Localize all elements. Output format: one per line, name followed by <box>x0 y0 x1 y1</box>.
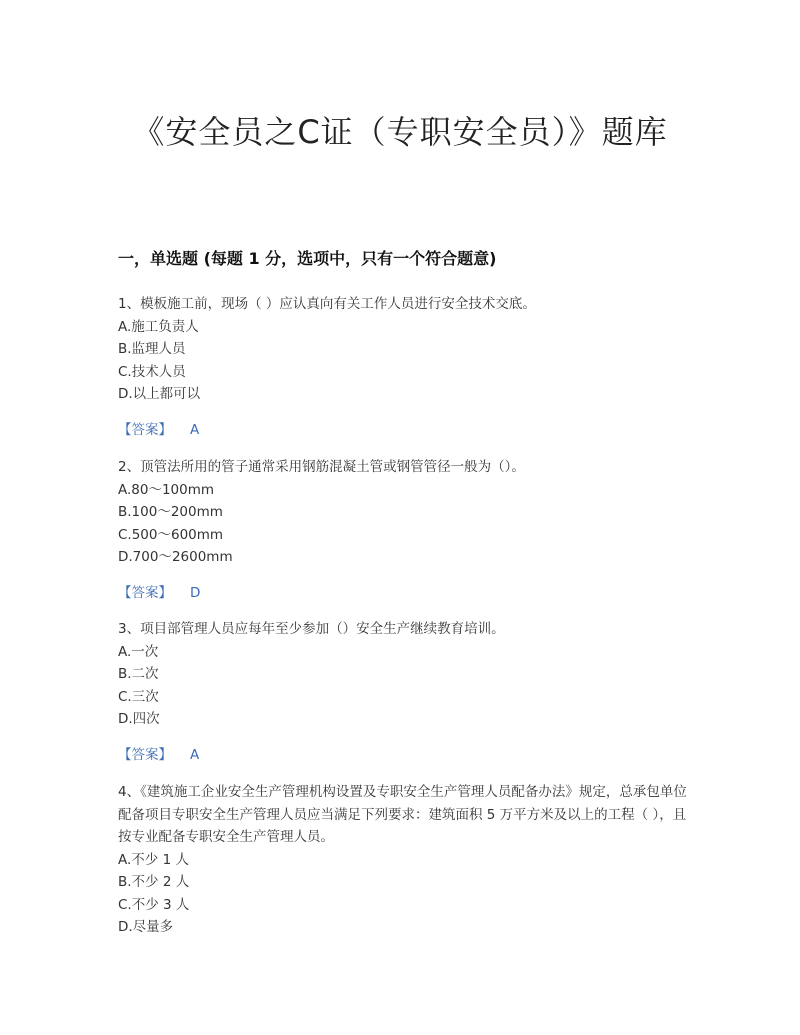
option-b: B.二次 <box>118 666 159 682</box>
question-1 <box>118 293 688 441</box>
option-b: B.不少 2 人 <box>118 874 190 890</box>
option-d: D.四次 <box>118 711 160 727</box>
answer-line <box>118 744 688 766</box>
option-b: B.监理人员 <box>118 341 186 357</box>
option-a: A.施工负责人 <box>118 318 199 335</box>
option-c: C.不少 3 人 <box>118 896 190 913</box>
option-c: C.500～600mm <box>118 526 224 543</box>
answer-line <box>118 419 688 441</box>
question-3 <box>118 618 688 766</box>
answer-value: D <box>190 584 201 601</box>
option-c: C.三次 <box>118 688 159 705</box>
answer-label: 【答案】 <box>118 746 172 763</box>
option-d: D.700～2600mm <box>118 549 233 565</box>
question-stem: 4、《建筑施工企业安全生产管理机构设置及专职安全生产管理人员配备办法》规定，总承包单位配备项目专职安全生产管理人员应当满足下列要求：建筑面积 5 万平方米及以上的工程（ ），且按专业配备专职安全生产管理人员。 <box>118 784 687 845</box>
answer-value: A <box>190 746 200 763</box>
section-heading: 一，单选题 (每题 1 分，选项中，只有一个符合题意) <box>118 249 497 268</box>
answer-line <box>118 582 688 604</box>
question-stem: 3、项目部管理人员应每年至少参加（）安全生产继续教育培训。 <box>118 621 505 637</box>
option-b: B.100～200mm <box>118 504 223 520</box>
option-d: D.以上都可以 <box>118 386 201 402</box>
option-c: C.技术人员 <box>118 363 186 380</box>
document-title: 《安全员之C证（专职安全员）》题库 <box>132 113 668 151</box>
answer-label: 【答案】 <box>118 584 172 601</box>
option-d: D.尽量多 <box>118 919 174 935</box>
option-a: A.一次 <box>118 643 159 660</box>
question-stem: 1、模板施工前，现场（ ）应认真向有关工作人员进行安全技术交底。 <box>118 296 536 312</box>
answer-value: A <box>190 421 200 438</box>
answer-label: 【答案】 <box>118 421 172 438</box>
question-stem: 2、顶管法所用的管子通常采用钢筋混凝土管或钢管管径一般为（）。 <box>118 459 525 475</box>
question-2 <box>118 456 688 604</box>
option-a: A.不少 1 人 <box>118 851 189 868</box>
question-4 <box>118 781 688 939</box>
option-a: A.80～100mm <box>118 481 215 498</box>
